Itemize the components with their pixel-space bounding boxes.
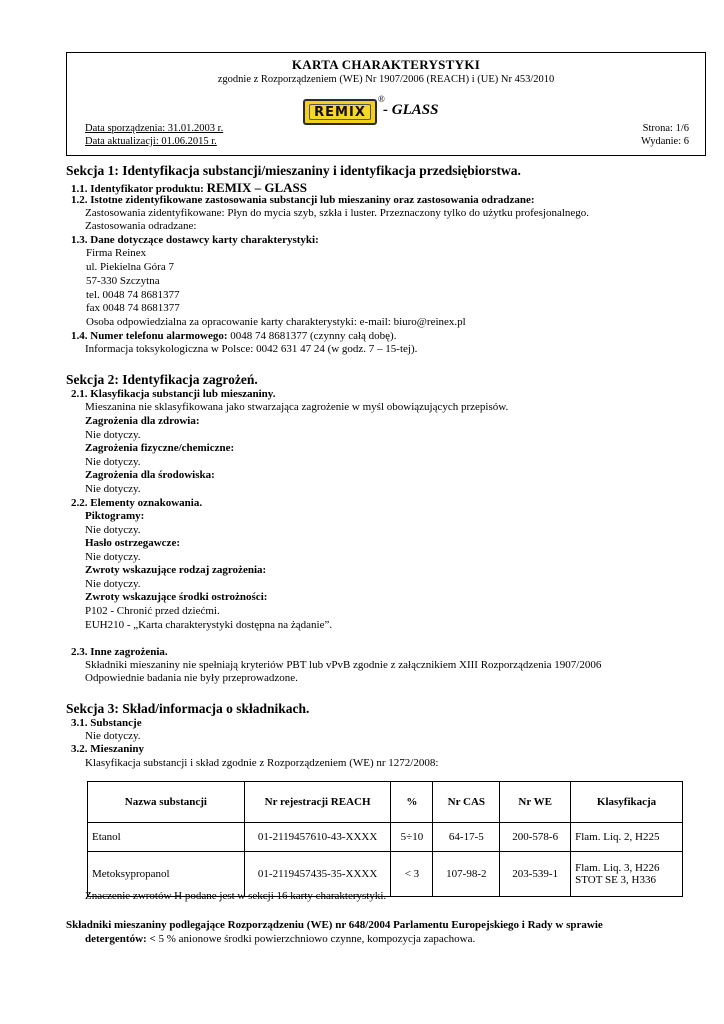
environment-hazards-text: Nie dotyczy. [85,483,141,495]
substance-name: Metoksypropanol [88,852,245,897]
table-header: Nazwa substancji [88,782,245,823]
classification-line: Flam. Liq. 2, H225 [575,831,660,843]
table-header: Nr WE [500,782,571,823]
health-hazards-text: Nie dotyczy. [85,429,141,441]
company-phone: tel. 0048 74 8681377 [86,289,180,301]
table-header: Nr rejestracji REACH [244,782,391,823]
registered-mark: ® [378,94,385,104]
page-number: Strona: 1/6 [642,123,689,134]
section-1-title: Sekcja 1: Identyfikacja substancji/mieszaniny i identyfikacja przedsiębiorstwa. [66,163,521,178]
emergency-phone: 0048 74 8681377 (czynny całą dobę). [227,330,397,342]
other-hazards-text-2: Odpowiednie badania nie były przeprowadzone. [85,672,298,684]
precautionary-p102: P102 - Chronić przed dziećmi. [85,605,220,617]
pictograms-label: Piktogramy: [85,510,145,522]
pictograms-text: Nie dotyczy. [85,524,141,536]
environment-hazards-label: Zagrożenia dla środowiska: [85,469,215,481]
toxicology-info: Informacja toksykologiczna w Polsce: 0042 631 47 24 (w godz. 7 – 15-tej). [85,343,418,355]
logo-text: REMIX [309,104,371,120]
remix-logo [303,99,377,125]
table-header: Nr CAS [433,782,500,823]
reach-number: 01-2119457610-43-XXXX [244,823,391,852]
detergent-label: detergentów: < [85,933,156,945]
item-3-1-label: 3.1. Substancje [71,717,142,729]
hazard-statements-label: Zwroty wskazujące rodzaj zagrożenia: [85,564,267,576]
item-3-2-label: 3.2. Mieszaniny [71,743,145,755]
item-1-3-label: 1.3. Dane dotyczące dostawcy karty charakterystyki: [71,234,319,246]
detergent-text: 5 % anionowe środki powierzchniowo czynne, kompozycja zapachowa. [155,933,476,945]
responsible-person: Osoba odpowiedzialna za opracowanie karty charakterystyki: e-mail: biuro@reinex.pl [86,316,466,328]
detergent-regulation-line: Składniki mieszaniny podlegające Rozporządzeniu (WE) nr 648/2004 Parlamentu Europejskiego i Rady w sprawie [66,919,603,931]
section-3-title: Sekcja 3: Skład/informacja o składnikach. [66,701,310,716]
cas-number: 107-98-2 [433,852,500,897]
classification-line: STOT SE 3, H336 [575,874,656,886]
item-2-3-label: 2.3. Inne zagrożenia. [71,646,168,658]
precautionary-euh210: EUH210 - „Karta charakterystyki dostępna na żądanie”. [85,619,333,631]
item-2-1-label: 2.1. Klasyfikacja substancji lub mieszaniny. [71,388,276,400]
table-header: % [391,782,433,823]
company-name: Firma Reinex [86,247,147,259]
classification-line: Flam. Liq. 3, H226 [575,862,660,874]
percentage: 5÷10 [391,823,433,852]
percentage: < 3 [391,852,433,897]
item-3-1-text: Nie dotyczy. [85,730,141,742]
item-3-2-text: Klasyfikacja substancji i skład zgodnie z Rozporządzeniem (WE) nr 1272/2008: [85,757,439,769]
classification [571,852,683,897]
company-street: ul. Piekielna Góra 7 [86,261,174,273]
identified-uses: Zastosowania zidentyfikowane: Płyn do mycia szyb, szkła i luster. Przeznaczony tylko do użytku profesjonalnego. [85,207,590,219]
item-2-2-label: 2.2. Elementy oznakowania. [71,497,203,509]
item-1-4-label: 1.4. Numer telefonu alarmowego: [71,330,228,342]
composition-table [87,781,683,897]
h-statements-note: Znaczenie zwrotów H podane jest w sekcji 16 karty charakterystyki. [85,890,387,902]
product-name: - GLASS [383,102,439,118]
we-number: 200-578-6 [500,823,571,852]
document-subtitle: zgodnie z Rozporządzeniem (WE) Nr 1907/2006 (REACH) i (UE) Nr 453/2010 [217,74,555,85]
hazard-statements-text: Nie dotyczy. [85,578,141,590]
item-1-1-label: 1.1. Identyfikator produktu: [71,183,204,195]
substance-name: Etanol [88,823,245,852]
product-identifier: REMIX – GLASS [206,180,308,195]
reach-number: 01-2119457435-35-XXXX [244,852,391,897]
document-header [66,52,706,156]
cas-number: 64-17-5 [433,823,500,852]
physical-hazards-text: Nie dotyczy. [85,456,141,468]
classification [571,823,683,852]
signal-word-text: Nie dotyczy. [85,551,141,563]
document-title: KARTA CHARAKTERYSTYKI [291,57,481,72]
date-updated: Data aktualizacji: 01.06.2015 r. [85,136,217,147]
item-1-4 [71,330,396,342]
classification-text: Mieszanina nie sklasyfikowana jako stwarzająca zagrożenie w myśl obowiązujących przepisów. [85,401,509,413]
detergent-composition [85,933,475,945]
company-city: 57-330 Szczytna [86,275,160,287]
date-created: Data sporządzenia: 31.01.2003 r. [85,123,224,134]
edition-number: Wydanie: 6 [640,136,689,147]
precautionary-statements-label: Zwroty wskazujące środki ostrożności: [85,591,268,603]
signal-word-label: Hasło ostrzegawcze: [85,537,180,549]
table-header: Klasyfikacja [571,782,683,823]
table-header-row [88,782,683,823]
physical-hazards-label: Zagrożenia fizyczne/chemiczne: [85,442,235,454]
health-hazards-label: Zagrożenia dla zdrowia: [85,415,200,427]
table-row [88,823,683,852]
we-number: 203-539-1 [500,852,571,897]
other-hazards-text-1: Składniki mieszaniny nie spełniają kryteriów PBT lub vPvB zgodnie z załącznikiem XIII Rozporządzenia 1907/2006 [85,659,602,671]
section-2-title: Sekcja 2: Identyfikacja zagrożeń. [66,372,258,387]
item-1-2-label: 1.2. Istotne zidentyfikowane zastosowania substancji lub mieszaniny oraz zastosowania odradzane: [71,194,535,206]
uses-advised-against: Zastosowania odradzane: [85,220,197,232]
company-fax: fax 0048 74 8681377 [86,302,180,314]
